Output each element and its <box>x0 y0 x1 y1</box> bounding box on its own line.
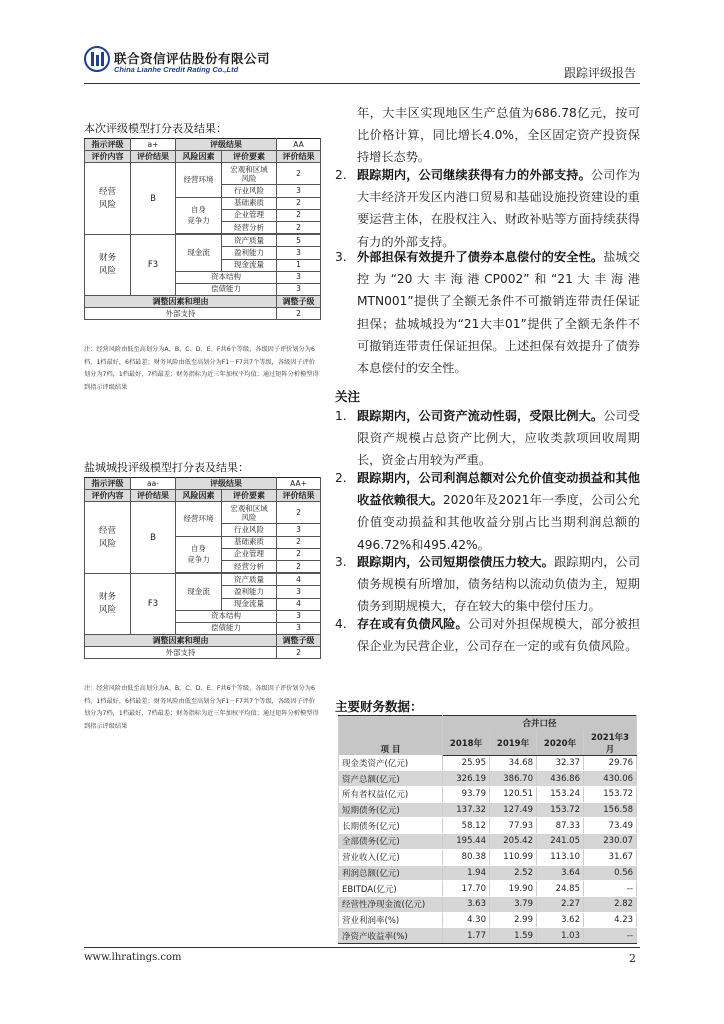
fin-cell: -- <box>584 881 637 897</box>
factor-score: 2 <box>277 163 321 185</box>
fin-cell: 93.79 <box>443 787 490 803</box>
rating-result-value: AA+ <box>277 478 321 490</box>
item-number: 3. <box>335 250 347 264</box>
factor-label: 偿债能力 <box>176 622 277 634</box>
fin-cell: 1.77 <box>443 928 490 944</box>
item-text: 跟踪期内，公司债务规模有所增加，债务结构以流动负债为主，短期债务到期规模大，存在较大的集中偿付压力。 <box>357 555 641 614</box>
item-text: 公司受限资产规模占总资产比例大，应收类款项回收周期长，资金占用较为严重。 <box>357 409 641 468</box>
factor-score: 3 <box>277 610 321 622</box>
fin-cell: 25.95 <box>443 755 490 771</box>
concern-item <box>335 613 640 657</box>
adjust-value: 2 <box>277 308 321 320</box>
factor-score: 3 <box>277 622 321 634</box>
fin-risk-label: 财务 风险 <box>85 574 131 635</box>
concern-item <box>335 405 640 472</box>
op-risk-result: B <box>131 502 176 574</box>
fin-year-header: 2020年 <box>537 731 584 756</box>
fin-cell: 4.23 <box>584 912 637 928</box>
opportunity-item <box>335 246 640 379</box>
fin-row <box>339 818 637 834</box>
indicator-rating-label: 指示评级 <box>85 478 131 490</box>
fin-cell: 2.99 <box>490 912 537 928</box>
table2-scorecard <box>84 477 321 659</box>
fin-cell: 17.70 <box>443 881 490 897</box>
page-number: 2 <box>629 952 636 965</box>
fin-cell: 153.72 <box>537 802 584 818</box>
self-competitiveness-label: 自身 竞争力 <box>176 197 222 234</box>
item-heading: 跟踪期内，公司利润总额对公允价值变动损益和其他收益依赖很大。 <box>357 471 640 508</box>
fin-cell: 430.06 <box>584 771 637 787</box>
financial-data-title: 主要财务数据： <box>335 699 423 714</box>
factor-label: 行业风险 <box>222 524 277 536</box>
fin-cell: 2.52 <box>490 865 537 881</box>
factor-score: 2 <box>277 536 321 548</box>
env-label: 经营环境 <box>176 163 222 197</box>
fin-cell: 241.05 <box>537 834 584 850</box>
table1-scorecard <box>84 138 321 320</box>
factor-score: 3 <box>277 283 321 295</box>
logo-icon <box>84 46 110 72</box>
factor-label: 企业管理 <box>222 209 277 221</box>
item-number: 3. <box>335 555 347 569</box>
fin-row-label: 长期债务(亿元) <box>339 818 443 834</box>
factor-score: 2 <box>277 560 321 572</box>
item-heading: 存在或有负债风险。 <box>357 617 468 631</box>
fin-row-label: 营业收入(亿元) <box>339 849 443 865</box>
company-name-cn: 联合资信评估股份有限公司 <box>114 51 271 66</box>
fin-cell: 153.24 <box>537 787 584 803</box>
factor-label: 偿债能力 <box>176 283 277 295</box>
fin-cell: 436.86 <box>537 771 584 787</box>
col-header: 评价结果 <box>131 151 176 163</box>
item-number: 1. <box>335 409 347 423</box>
indicator-rating-label: 指示评级 <box>85 139 131 151</box>
fin-cell: 205.42 <box>490 834 537 850</box>
fin-cell: 80.38 <box>443 849 490 865</box>
col-header: 评价要素 <box>222 490 277 502</box>
rating-result-label: 评级结果 <box>176 478 277 490</box>
adjust-value: 2 <box>277 647 321 659</box>
fin-cell: 137.32 <box>443 802 490 818</box>
factor-label: 宏观和区域 风险 <box>222 163 277 185</box>
item-text: 公司作为大丰经济开发区内港口贸易和基础设施投资建设的重要运营主体，在股权注入、财政补贴等方面持续获得有力的外部支持。 <box>357 168 641 249</box>
item-text: 2020年及2021年一季度，公司公允价值变动损益和其他收益分别占比当期利润总额的496.72%和495.42%。 <box>357 493 640 552</box>
factor-label: 资产质量 <box>222 235 277 247</box>
factor-score: 2 <box>277 221 321 233</box>
fin-row <box>339 865 637 881</box>
adjust-label: 调整因素和理由 <box>85 296 277 308</box>
indicator-rating-value: aa- <box>131 478 176 490</box>
fin-cell: 3.63 <box>443 896 490 912</box>
factor-score: 2 <box>277 548 321 560</box>
financial-table <box>338 715 637 944</box>
item-number: 2. <box>335 168 347 182</box>
factor-score: 3 <box>277 185 321 197</box>
fin-cell: 3.62 <box>537 912 584 928</box>
fin-row <box>339 912 637 928</box>
fin-cell: 4.30 <box>443 912 490 928</box>
factor-score: 3 <box>277 586 321 598</box>
fin-row <box>339 896 637 912</box>
table2-note: 注：经营风险由低至高划分为A、B、C、D、E、F共6个等级，各级因子评价划分为6档，1档最好，6档最差；财务风险由低至高划分为F1－F7共7个等级，各级因子评价划分为7档，1档最好，7档最差；财务指标为近三年加权平均值；通过矩阵分析模型得到指示评级结果 <box>84 685 319 730</box>
item-heading: 跟踪期内，公司资产流动性弱，受限比例大。 <box>357 409 604 423</box>
factor-label: 行业风险 <box>222 185 277 197</box>
fin-row-label: 经营性净现金流(亿元) <box>339 896 443 912</box>
col-header: 评价内容 <box>85 490 131 502</box>
factor-score: 3 <box>277 247 321 259</box>
fin-cell: 1.59 <box>490 928 537 944</box>
factor-label: 盈利能力 <box>222 247 277 259</box>
indicator-rating-value: a+ <box>131 139 176 151</box>
adjust-item: 外部支持 <box>85 308 277 320</box>
fin-cell: 24.85 <box>537 881 584 897</box>
adjust-label: 调整因素和理由 <box>85 635 277 647</box>
header-divider <box>84 83 640 84</box>
item-text: 公司对外担保规模大，部分被担保企业为民营企业，公司存在一定的或有负债风险。 <box>357 617 641 654</box>
fin-cell: 120.51 <box>490 787 537 803</box>
factor-label: 基础素质 <box>222 197 277 209</box>
factor-label: 资产质量 <box>222 574 277 586</box>
fin-risk-result: F3 <box>131 235 176 296</box>
fin-year-header: 2018年 <box>443 731 490 756</box>
fin-cell: 156.58 <box>584 802 637 818</box>
fin-cell: 1.03 <box>537 928 584 944</box>
fin-cell: 87.33 <box>537 818 584 834</box>
factor-label: 现金流量 <box>222 598 277 610</box>
fin-row-label: 资产总额(亿元) <box>339 771 443 787</box>
op-risk-label: 经营 风险 <box>85 502 131 574</box>
factor-label: 盈利能力 <box>222 586 277 598</box>
report-type: 跟踪评级报告 <box>563 66 636 80</box>
col-header: 评价结果 <box>131 490 176 502</box>
fin-cell: 2.82 <box>584 896 637 912</box>
fin-cell: 3.79 <box>490 896 537 912</box>
fin-cell: 58.12 <box>443 818 490 834</box>
fin-row <box>339 928 637 944</box>
cash-flow-label: 现金流 <box>176 574 222 611</box>
factor-label: 资本结构 <box>176 271 277 283</box>
self-competitiveness-label: 自身 竞争力 <box>176 536 222 573</box>
fin-row-label: 利润总额(亿元) <box>339 865 443 881</box>
col-header: 评价内容 <box>85 151 131 163</box>
table1-note: 注：经营风险由低至高划分为A、B、C、D、E、F共6个等级，各级因子评价划分为6档，1档最好，6档最差；财务风险由低至高划分为F1－F7共7个等级，各级因子评价划分为7档，1档最好，7档最差；财务指标为近三年加权平均值；通过矩阵分析模型得到指示评级结果 <box>84 346 319 391</box>
fin-cell: 3.64 <box>537 865 584 881</box>
fin-row <box>339 849 637 865</box>
fin-row-label: 净资产收益率(%) <box>339 928 443 944</box>
fin-risk-result: F3 <box>131 574 176 635</box>
fin-cell: 19.90 <box>490 881 537 897</box>
fin-cell: 77.93 <box>490 818 537 834</box>
fin-row-label: 所有者权益(亿元) <box>339 787 443 803</box>
fin-row-label: EBITDA(亿元) <box>339 881 443 897</box>
env-label: 经营环境 <box>176 502 222 536</box>
rating-result-label: 评级结果 <box>176 139 277 151</box>
fin-cell: 31.67 <box>584 849 637 865</box>
factor-score: 1 <box>277 259 321 271</box>
factor-score: 2 <box>277 197 321 209</box>
fin-cell: 1.94 <box>443 865 490 881</box>
adjust-notch-label: 调整子级 <box>277 635 321 647</box>
concern-item <box>335 551 640 618</box>
factor-label: 企业管理 <box>222 548 277 560</box>
company-name-en: China Lianhe Credit Rating Co.,Ltd <box>114 65 239 74</box>
footer-divider <box>84 947 640 948</box>
fin-item-header: 项 目 <box>339 716 443 756</box>
factor-label: 经营分析 <box>222 221 277 233</box>
factor-label: 资本结构 <box>176 610 277 622</box>
fin-group-header: 合并口径 <box>443 716 637 731</box>
item-number: 4. <box>335 617 347 631</box>
rating-result-value: AA <box>277 139 321 151</box>
col-header: 评价要素 <box>222 151 277 163</box>
fin-cell: 153.72 <box>584 787 637 803</box>
intro-paragraph: 年，大丰区实现地区生产总值为686.78亿元，按可比价格计算，同比增长4.0%，全区固定资产投资保持增长态势。 <box>357 106 640 165</box>
col-header: 风险因素 <box>176 151 222 163</box>
fin-cell: 2.27 <box>537 896 584 912</box>
adjust-notch-label: 调整子级 <box>277 296 321 308</box>
item-heading: 跟踪期内，公司继续获得有力的外部支持。 <box>357 168 591 182</box>
item-heading: 外部担保有效提升了债券本息偿付的安全性。 <box>357 250 604 264</box>
fin-year-header: 2019年 <box>490 731 537 756</box>
factor-score: 4 <box>277 574 321 586</box>
fin-cell: 0.56 <box>584 865 637 881</box>
concern-item <box>335 467 640 556</box>
table1-title: 本次评级模型打分表及结果： <box>84 122 227 135</box>
fin-year-header: 2021年3月 <box>584 731 637 756</box>
factor-score: 2 <box>277 502 321 524</box>
fin-cell: 110.99 <box>490 849 537 865</box>
factor-label: 基础素质 <box>222 536 277 548</box>
fin-cell: 113.10 <box>537 849 584 865</box>
factor-label: 宏观和区域 风险 <box>222 502 277 524</box>
fin-row <box>339 834 637 850</box>
fin-row <box>339 881 637 897</box>
col-header: 评价结果 <box>277 490 321 502</box>
footer-website: www.lhratings.com <box>84 952 182 963</box>
fin-cell: 195.44 <box>443 834 490 850</box>
fin-cell: 73.49 <box>584 818 637 834</box>
table2-title: 盐城城投评级模型打分表及结果： <box>84 461 249 474</box>
fin-cell: 230.07 <box>584 834 637 850</box>
op-risk-result: B <box>131 163 176 235</box>
fin-cell: 326.19 <box>443 771 490 787</box>
factor-score: 3 <box>277 524 321 536</box>
cash-flow-label: 现金流 <box>176 235 222 272</box>
opportunity-item <box>335 164 640 253</box>
factor-label: 经营分析 <box>222 560 277 572</box>
fin-cell: 32.37 <box>537 755 584 771</box>
item-heading: 跟踪期内，公司短期偿债压力较大。 <box>357 555 554 569</box>
op-risk-label: 经营 风险 <box>85 163 131 235</box>
factor-score: 5 <box>277 235 321 247</box>
concerns-title: 关注 <box>335 389 361 404</box>
item-text: 盐城交控为“20大丰海港CP002”和“21大丰海港MTN001”提供了全额无条件不可撤销连带责任保证担保；盐城城投为“21大丰01”提供了全额无条件不可撤销连带责任保证担保。上述担保有效提升了债券本息偿付的安全性。 <box>357 250 641 376</box>
fin-row-label: 短期债务(亿元) <box>339 802 443 818</box>
factor-score: 3 <box>277 271 321 283</box>
fin-cell: 34.68 <box>490 755 537 771</box>
col-header: 风险因素 <box>176 490 222 502</box>
fin-cell: 127.49 <box>490 802 537 818</box>
fin-row <box>339 787 637 803</box>
fin-cell: 29.76 <box>584 755 637 771</box>
fin-row <box>339 802 637 818</box>
fin-row-label: 现金类资产(亿元) <box>339 755 443 771</box>
fin-cell: -- <box>584 928 637 944</box>
adjust-item: 外部支持 <box>85 647 277 659</box>
fin-risk-label: 财务 风险 <box>85 235 131 296</box>
item-number: 2. <box>335 471 347 485</box>
fin-row-label: 营业利润率(%) <box>339 912 443 928</box>
fin-row-label: 全部债务(亿元) <box>339 834 443 850</box>
fin-row <box>339 771 637 787</box>
fin-row <box>339 755 637 771</box>
fin-cell: 386.70 <box>490 771 537 787</box>
col-header: 评价结果 <box>277 151 321 163</box>
factor-score: 4 <box>277 598 321 610</box>
factor-label: 现金流量 <box>222 259 277 271</box>
factor-score: 2 <box>277 209 321 221</box>
